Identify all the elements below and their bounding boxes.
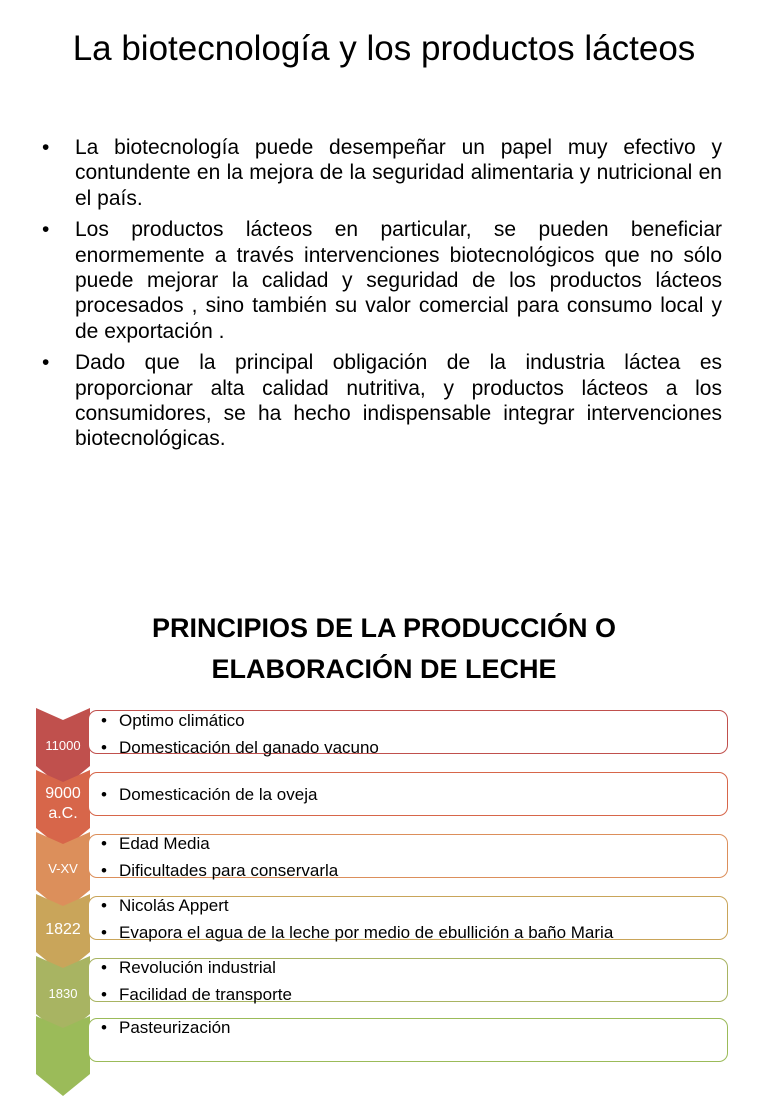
section-title-line2: ELABORACIÓN DE LECHE xyxy=(211,654,557,684)
timeline-box xyxy=(88,834,728,878)
timeline-year: 1822 xyxy=(45,921,81,938)
bullet-icon: • xyxy=(101,958,107,977)
bullet-icon: • xyxy=(101,785,107,804)
timeline-row xyxy=(0,956,768,1008)
bullet-icon: • xyxy=(101,711,107,730)
timeline-item xyxy=(89,707,727,734)
bullet-icon: • xyxy=(42,351,50,375)
timeline-box xyxy=(88,958,728,1002)
bullet-text: Los productos lácteos en particular, se pueden beneficiar enormemente a través intervenciones biotecnológicos que no sólo puede mejorar la calidad y seguridad de los productos lácteos procesados , sino también su valor comercial para consumo local y de exportación . xyxy=(75,218,722,343)
timeline-item xyxy=(89,734,727,761)
bullet-icon: • xyxy=(101,896,107,915)
timeline-year: 11000 xyxy=(45,738,81,753)
timeline-item-text: Domesticación del ganado vacuno xyxy=(119,738,379,757)
bullet-icon: • xyxy=(101,834,107,853)
timeline-year-line1: 9000 xyxy=(45,785,81,802)
timeline-item-text: Optimo climático xyxy=(119,711,245,730)
timeline-chevron xyxy=(36,1016,90,1096)
bullet-item xyxy=(40,135,722,211)
timeline-row xyxy=(0,708,768,760)
timeline-box xyxy=(88,1018,728,1062)
bullet-icon: • xyxy=(101,738,107,757)
timeline-item-text: Nicolás Appert xyxy=(119,896,229,915)
timeline-item xyxy=(89,919,727,946)
timeline-item xyxy=(89,830,727,857)
timeline-item-text: Edad Media xyxy=(119,834,210,853)
timeline-item-text: Facilidad de transporte xyxy=(119,985,292,1004)
bullet-icon: • xyxy=(101,861,107,880)
timeline-item-text: Revolución industrial xyxy=(119,958,276,977)
section-title xyxy=(40,608,728,690)
timeline-box xyxy=(88,772,728,816)
timeline-box xyxy=(88,896,728,940)
timeline-item-text: Evapora el agua de la leche por medio de ebullición a baño Maria xyxy=(119,923,614,942)
bullet-icon: • xyxy=(42,218,50,242)
timeline-row xyxy=(0,770,768,822)
timeline-row xyxy=(0,894,768,946)
section-title-line1: PRINCIPIOS DE LA PRODUCCIÓN O xyxy=(151,613,617,643)
timeline-item xyxy=(89,1014,727,1041)
bullet-text: Dado que la principal obligación de la industria láctea es proporcionar alta calidad nutritiva, y productos lácteos a los consumidores, se ha hecho indispensable integrar intervenciones biotecnológicas. xyxy=(75,351,722,451)
timeline-item xyxy=(89,857,727,884)
timeline-item xyxy=(89,954,727,981)
slide-title: La biotecnología y los productos lácteos xyxy=(72,29,696,68)
timeline-item-text: Pasteurización xyxy=(119,1018,231,1037)
bullet-icon: • xyxy=(101,1018,107,1037)
timeline-year: V-XV xyxy=(48,861,78,876)
timeline-year-line2: a.C. xyxy=(48,805,78,822)
timeline-year: 1830 xyxy=(48,986,78,1001)
bullet-list xyxy=(40,135,722,458)
bullet-item xyxy=(40,217,722,344)
bullet-icon: • xyxy=(42,136,50,159)
timeline-year xyxy=(36,784,90,824)
timeline-item-text: Dificultades para conservarla xyxy=(119,861,339,880)
timeline-item-text: Domesticación de la oveja xyxy=(119,785,318,804)
timeline-item xyxy=(89,781,727,808)
timeline-item xyxy=(89,981,727,1008)
timeline-box xyxy=(88,710,728,757)
bullet-text: La biotecnología puede desempeñar un papel muy efectivo y contundente en la mejora de la seguridad alimentaria y nutricional en el país. xyxy=(75,136,722,210)
bullet-icon: • xyxy=(101,923,107,942)
timeline-row xyxy=(0,832,768,884)
bullet-icon: • xyxy=(101,985,107,1004)
timeline-item xyxy=(89,892,727,919)
bullet-item xyxy=(40,350,722,452)
